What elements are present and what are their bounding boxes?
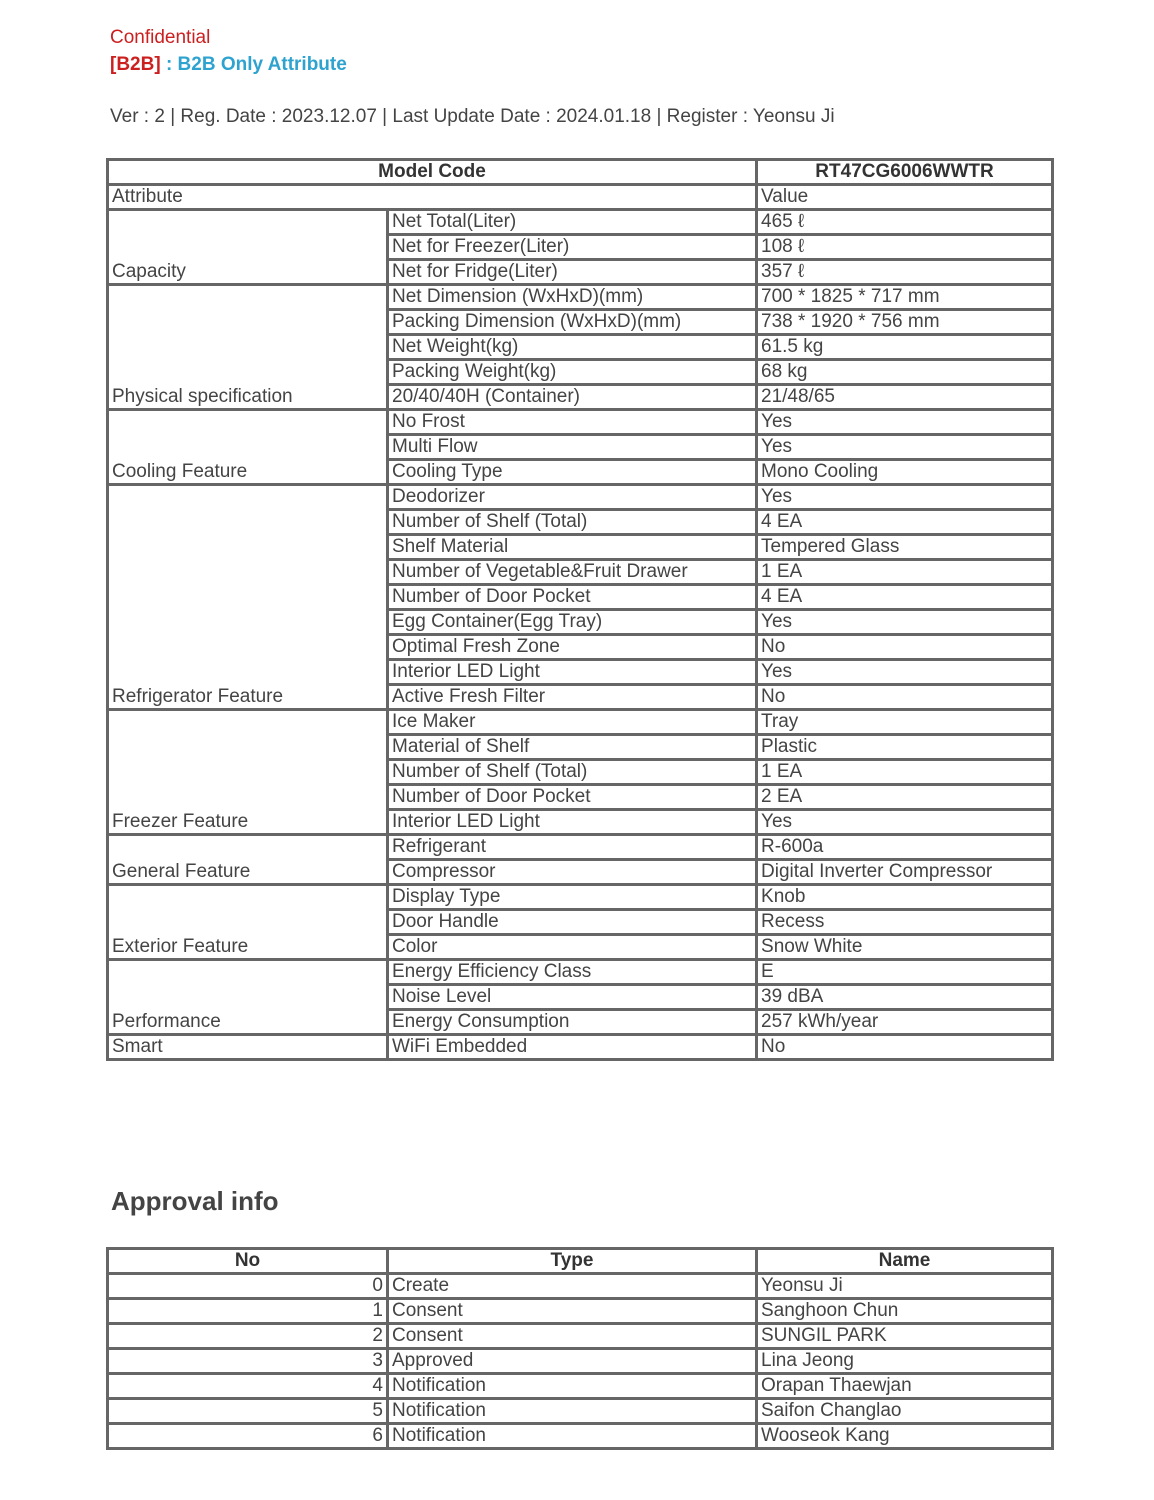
approval-no-header: No — [108, 1249, 388, 1274]
spec-value: Knob — [757, 885, 1053, 910]
spec-attribute: Noise Level — [388, 985, 757, 1010]
spec-attribute: No Frost — [388, 410, 757, 435]
spec-attribute: WiFi Embedded — [388, 1035, 757, 1060]
spec-value: Yes — [757, 610, 1053, 635]
spec-value: Yes — [757, 660, 1053, 685]
spec-row — [108, 710, 1053, 735]
spec-attribute: Refrigerant — [388, 835, 757, 860]
approval-type: Notification — [388, 1424, 757, 1449]
spec-attribute: Number of Shelf (Total) — [388, 510, 757, 535]
b2b-legend — [110, 54, 347, 76]
approval-type: Consent — [388, 1299, 757, 1324]
approval-header-row — [108, 1249, 1053, 1274]
spec-attribute: Net Weight(kg) — [388, 335, 757, 360]
approval-row — [108, 1299, 1053, 1324]
spec-value: 4 EA — [757, 510, 1053, 535]
spec-body — [108, 210, 1053, 1060]
spec-group-name: Physical specification — [108, 285, 388, 410]
spec-value: 1 EA — [757, 560, 1053, 585]
spec-attribute: Net Total(Liter) — [388, 210, 757, 235]
spec-attribute: Active Fresh Filter — [388, 685, 757, 710]
spec-value: 357 ℓ — [757, 260, 1053, 285]
spec-value: 1 EA — [757, 760, 1053, 785]
spec-value: 700 * 1825 * 717 mm — [757, 285, 1053, 310]
approval-no: 1 — [108, 1299, 388, 1324]
approval-no: 5 — [108, 1399, 388, 1424]
spec-attribute: Number of Door Pocket — [388, 585, 757, 610]
spec-value: 21/48/65 — [757, 385, 1053, 410]
approval-row — [108, 1274, 1053, 1299]
spec-attribute: Color — [388, 935, 757, 960]
spec-group-name: Cooling Feature — [108, 410, 388, 485]
spec-attribute: Shelf Material — [388, 535, 757, 560]
spec-row — [108, 885, 1053, 910]
approval-row — [108, 1349, 1053, 1374]
spec-group-name: Freezer Feature — [108, 710, 388, 835]
spec-value: 61.5 kg — [757, 335, 1053, 360]
attribute-label: Attribute — [108, 185, 757, 210]
spec-value: Yes — [757, 485, 1053, 510]
spec-row — [108, 960, 1053, 985]
model-code-label: Model Code — [108, 160, 757, 185]
spec-value: Mono Cooling — [757, 460, 1053, 485]
spec-row — [108, 410, 1053, 435]
spec-value: Snow White — [757, 935, 1053, 960]
approval-type: Notification — [388, 1399, 757, 1424]
approval-no: 3 — [108, 1349, 388, 1374]
spec-attribute: Number of Shelf (Total) — [388, 760, 757, 785]
spec-attribute: Material of Shelf — [388, 735, 757, 760]
model-code-value: RT47CG6006WWTR — [757, 160, 1053, 185]
spec-value: 39 dBA — [757, 985, 1053, 1010]
approval-row — [108, 1374, 1053, 1399]
spec-attribute: Packing Weight(kg) — [388, 360, 757, 385]
document-meta: Ver : 2 | Reg. Date : 2023.12.07 | Last Update Date : 2024.01.18 | Register : Yeonsu Ji — [110, 106, 835, 127]
approval-no: 2 — [108, 1324, 388, 1349]
spec-group-name: Smart — [108, 1035, 388, 1060]
spec-group-name: General Feature — [108, 835, 388, 885]
spec-attribute: Energy Consumption — [388, 1010, 757, 1035]
spec-value: R-600a — [757, 835, 1053, 860]
spec-value: E — [757, 960, 1053, 985]
approval-name: SUNGIL PARK — [757, 1324, 1053, 1349]
spec-attribute: Ice Maker — [388, 710, 757, 735]
approval-type: Consent — [388, 1324, 757, 1349]
spec-row — [108, 1035, 1053, 1060]
spec-value: Tempered Glass — [757, 535, 1053, 560]
approval-name-header: Name — [757, 1249, 1053, 1274]
spec-attribute: Number of Door Pocket — [388, 785, 757, 810]
spec-value: Yes — [757, 410, 1053, 435]
spec-row — [108, 210, 1053, 235]
model-code-row — [108, 160, 1053, 185]
approval-no: 6 — [108, 1424, 388, 1449]
b2b-label: : B2B Only Attribute — [160, 54, 347, 75]
approval-table — [106, 1247, 1054, 1450]
spec-attribute: Interior LED Light — [388, 810, 757, 835]
spec-value: 108 ℓ — [757, 235, 1053, 260]
spec-attribute: Number of Vegetable&Fruit Drawer — [388, 560, 757, 585]
confidential-label: Confidential — [110, 27, 211, 48]
approval-name: Orapan Thaewjan — [757, 1374, 1053, 1399]
spec-attribute: Door Handle — [388, 910, 757, 935]
spec-attribute: Interior LED Light — [388, 660, 757, 685]
value-label: Value — [757, 185, 1053, 210]
approval-no: 0 — [108, 1274, 388, 1299]
spec-attribute: Cooling Type — [388, 460, 757, 485]
spec-row — [108, 485, 1053, 510]
spec-value: 4 EA — [757, 585, 1053, 610]
approval-name: Saifon Changlao — [757, 1399, 1053, 1424]
spec-row — [108, 285, 1053, 310]
spec-group-name: Performance — [108, 960, 388, 1035]
spec-value: Plastic — [757, 735, 1053, 760]
attribute-header-row — [108, 185, 1053, 210]
spec-value: No — [757, 635, 1053, 660]
spec-value: Yes — [757, 435, 1053, 460]
spec-attribute: Optimal Fresh Zone — [388, 635, 757, 660]
spec-value: Yes — [757, 810, 1053, 835]
approval-row — [108, 1399, 1053, 1424]
spec-value: Recess — [757, 910, 1053, 935]
approval-type: Notification — [388, 1374, 757, 1399]
spec-attribute: Multi Flow — [388, 435, 757, 460]
approval-type: Create — [388, 1274, 757, 1299]
spec-attribute: Display Type — [388, 885, 757, 910]
spec-attribute: Packing Dimension (WxHxD)(mm) — [388, 310, 757, 335]
approval-type: Approved — [388, 1349, 757, 1374]
spec-attribute: Net Dimension (WxHxD)(mm) — [388, 285, 757, 310]
spec-attribute: Net for Freezer(Liter) — [388, 235, 757, 260]
approval-row — [108, 1324, 1053, 1349]
approval-name: Sanghoon Chun — [757, 1299, 1053, 1324]
spec-value: 257 kWh/year — [757, 1010, 1053, 1035]
spec-value: 465 ℓ — [757, 210, 1053, 235]
approval-body — [108, 1274, 1053, 1449]
approval-name: Yeonsu Ji — [757, 1274, 1053, 1299]
approval-name: Wooseok Kang — [757, 1424, 1053, 1449]
spec-value: Digital Inverter Compressor — [757, 860, 1053, 885]
spec-attribute: Energy Efficiency Class — [388, 960, 757, 985]
approval-type-header: Type — [388, 1249, 757, 1274]
b2b-tag: [B2B] — [110, 54, 161, 75]
spec-row — [108, 835, 1053, 860]
spec-value: 68 kg — [757, 360, 1053, 385]
approval-no: 4 — [108, 1374, 388, 1399]
spec-attribute: 20/40/40H (Container) — [388, 385, 757, 410]
approval-row — [108, 1424, 1053, 1449]
spec-value: No — [757, 1035, 1053, 1060]
spec-value: Tray — [757, 710, 1053, 735]
approval-name: Lina Jeong — [757, 1349, 1053, 1374]
spec-attribute: Deodorizer — [388, 485, 757, 510]
spec-group-name: Exterior Feature — [108, 885, 388, 960]
spec-value: No — [757, 685, 1053, 710]
approval-title: Approval info — [111, 1186, 279, 1216]
spec-attribute: Net for Fridge(Liter) — [388, 260, 757, 285]
spec-group-name: Refrigerator Feature — [108, 485, 388, 710]
spec-table — [106, 158, 1054, 1061]
spec-value: 738 * 1920 * 756 mm — [757, 310, 1053, 335]
spec-group-name: Capacity — [108, 210, 388, 285]
spec-attribute: Egg Container(Egg Tray) — [388, 610, 757, 635]
spec-attribute: Compressor — [388, 860, 757, 885]
spec-value: 2 EA — [757, 785, 1053, 810]
